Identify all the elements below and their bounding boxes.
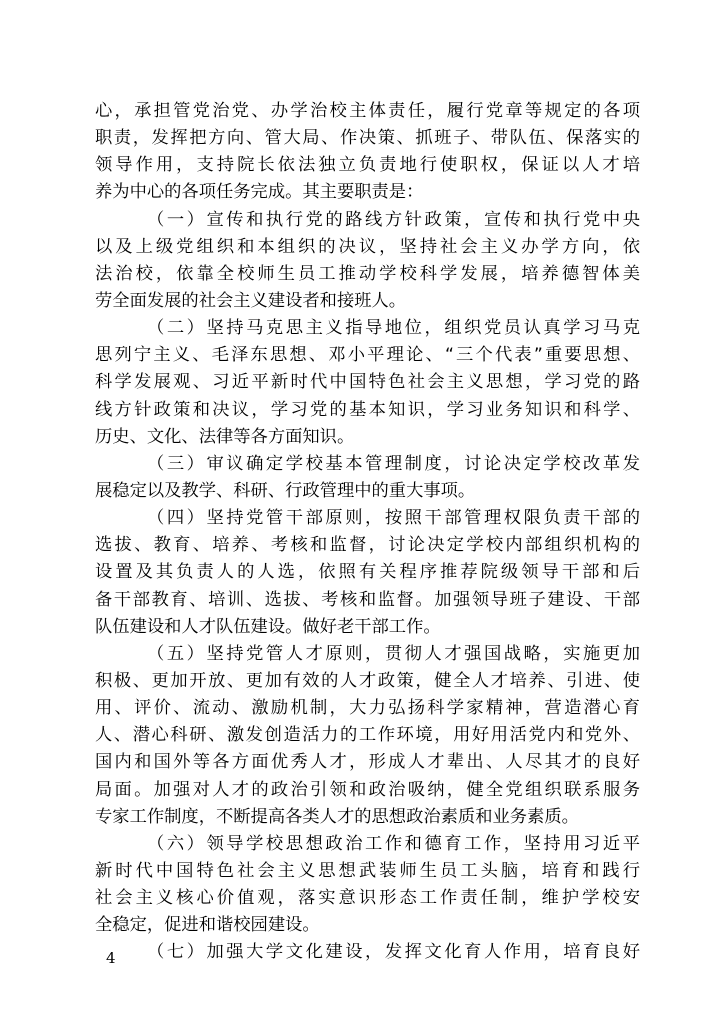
text-line: （五）坚持党管人才原则，贯彻人才强国战略，实施更加 bbox=[147, 643, 640, 664]
text-line: 养为中心的各项任务完成。其主要职责是： bbox=[95, 182, 424, 203]
text-line: 设置及其负责人的人选，依照有关程序推荐院级领导干部和后 bbox=[95, 562, 640, 583]
text-line: （四）坚持党管干部原则，按照干部管理权限负责干部的 bbox=[147, 508, 640, 529]
paragraph bbox=[95, 831, 640, 940]
text-line: （七）加强大学文化建设，发挥文化育人作用，培育良好 bbox=[147, 942, 640, 963]
text-line: 劳全面发展的社会主义建设者和接班人。 bbox=[95, 290, 407, 311]
text-line: 职责，发挥把方向、管大局、作决策、抓班子、带队伍、保落实的 bbox=[95, 128, 640, 149]
text-line: 专家工作制度，不断提高各类人才的思想政治素质和业务素质。 bbox=[95, 806, 579, 827]
text-line: 选拔、教育、培养、考核和监督，讨论决定学校内部组织机构的 bbox=[95, 535, 640, 556]
text-line: 新时代中国特色社会主义思想武装师生员工头脑，培育和践行 bbox=[95, 860, 640, 881]
text-line: （六）领导学校思想政治工作和德育工作，坚持用习近平 bbox=[147, 833, 640, 854]
text-line: 社会主义核心价值观，落实意识形态工作责任制，维护学校安 bbox=[95, 888, 640, 909]
text-line: 队伍建设和人才队伍建设。做好老干部工作。 bbox=[95, 616, 441, 637]
paragraph bbox=[95, 641, 640, 831]
page-number: 4 bbox=[106, 949, 116, 967]
text-line: 积极、更加开放、更加有效的人才政策，健全人才培养、引进、使 bbox=[95, 670, 640, 691]
text-line: 备干部教育、培训、选拔、考核和监督。加强领导班子建设、干部 bbox=[95, 589, 640, 610]
document-body bbox=[95, 98, 640, 967]
text-line: 展稳定以及教学、科研、行政管理中的重大事项。 bbox=[95, 480, 476, 501]
text-line: 以及上级党组织和本组织的决议，坚持社会主义办学方向，依 bbox=[95, 236, 640, 257]
text-line: 人、潜心科研、激发创造活力的工作环境，用好用活党内和党外、 bbox=[95, 725, 640, 746]
text-line: （二）坚持马克思主义指导地位，组织党员认真学习马克 bbox=[147, 318, 640, 339]
paragraph bbox=[95, 207, 640, 316]
paragraph bbox=[95, 939, 640, 966]
text-line: 科学发展观、习近平新时代中国特色社会主义思想，学习党的路 bbox=[95, 372, 640, 393]
text-line: （一）宣传和执行党的路线方针政策，宣传和执行党中央 bbox=[147, 209, 640, 230]
text-line: 历史、文化、法律等各方面知识。 bbox=[95, 426, 355, 447]
text-line: 思列宁主义、毛泽东思想、邓小平理论、“三个代表”重要思想、 bbox=[95, 345, 640, 366]
text-line: 国内和国外等各方面优秀人才，形成人才辈出、人尽其才的良好 bbox=[95, 752, 640, 773]
text-line: 线方针政策和决议，学习党的基本知识，学习业务知识和科学、 bbox=[95, 399, 640, 420]
paragraph bbox=[95, 98, 640, 207]
text-line: （三）审议确定学校基本管理制度，讨论决定学校改革发 bbox=[147, 453, 640, 474]
text-line: 领导作用，支持院长依法独立负责地行使职权，保证以人才培 bbox=[95, 155, 640, 176]
text-line: 全稳定，促进和谐校园建设。 bbox=[95, 915, 320, 936]
text-line: 用、评价、流动、激励机制，大力弘扬科学家精神，营造潜心育 bbox=[95, 698, 640, 719]
text-line: 心，承担管党治党、办学治校主体责任，履行党章等规定的各项 bbox=[95, 101, 640, 121]
paragraph bbox=[95, 505, 640, 641]
text-line: 局面。加强对人才的政治引领和政治吸纳，健全党组织联系服务 bbox=[95, 779, 640, 800]
paragraph bbox=[95, 315, 640, 451]
paragraph bbox=[95, 451, 640, 505]
text-line: 法治校，依靠全校师生员工推动学校科学发展，培养德智体美 bbox=[95, 263, 640, 284]
